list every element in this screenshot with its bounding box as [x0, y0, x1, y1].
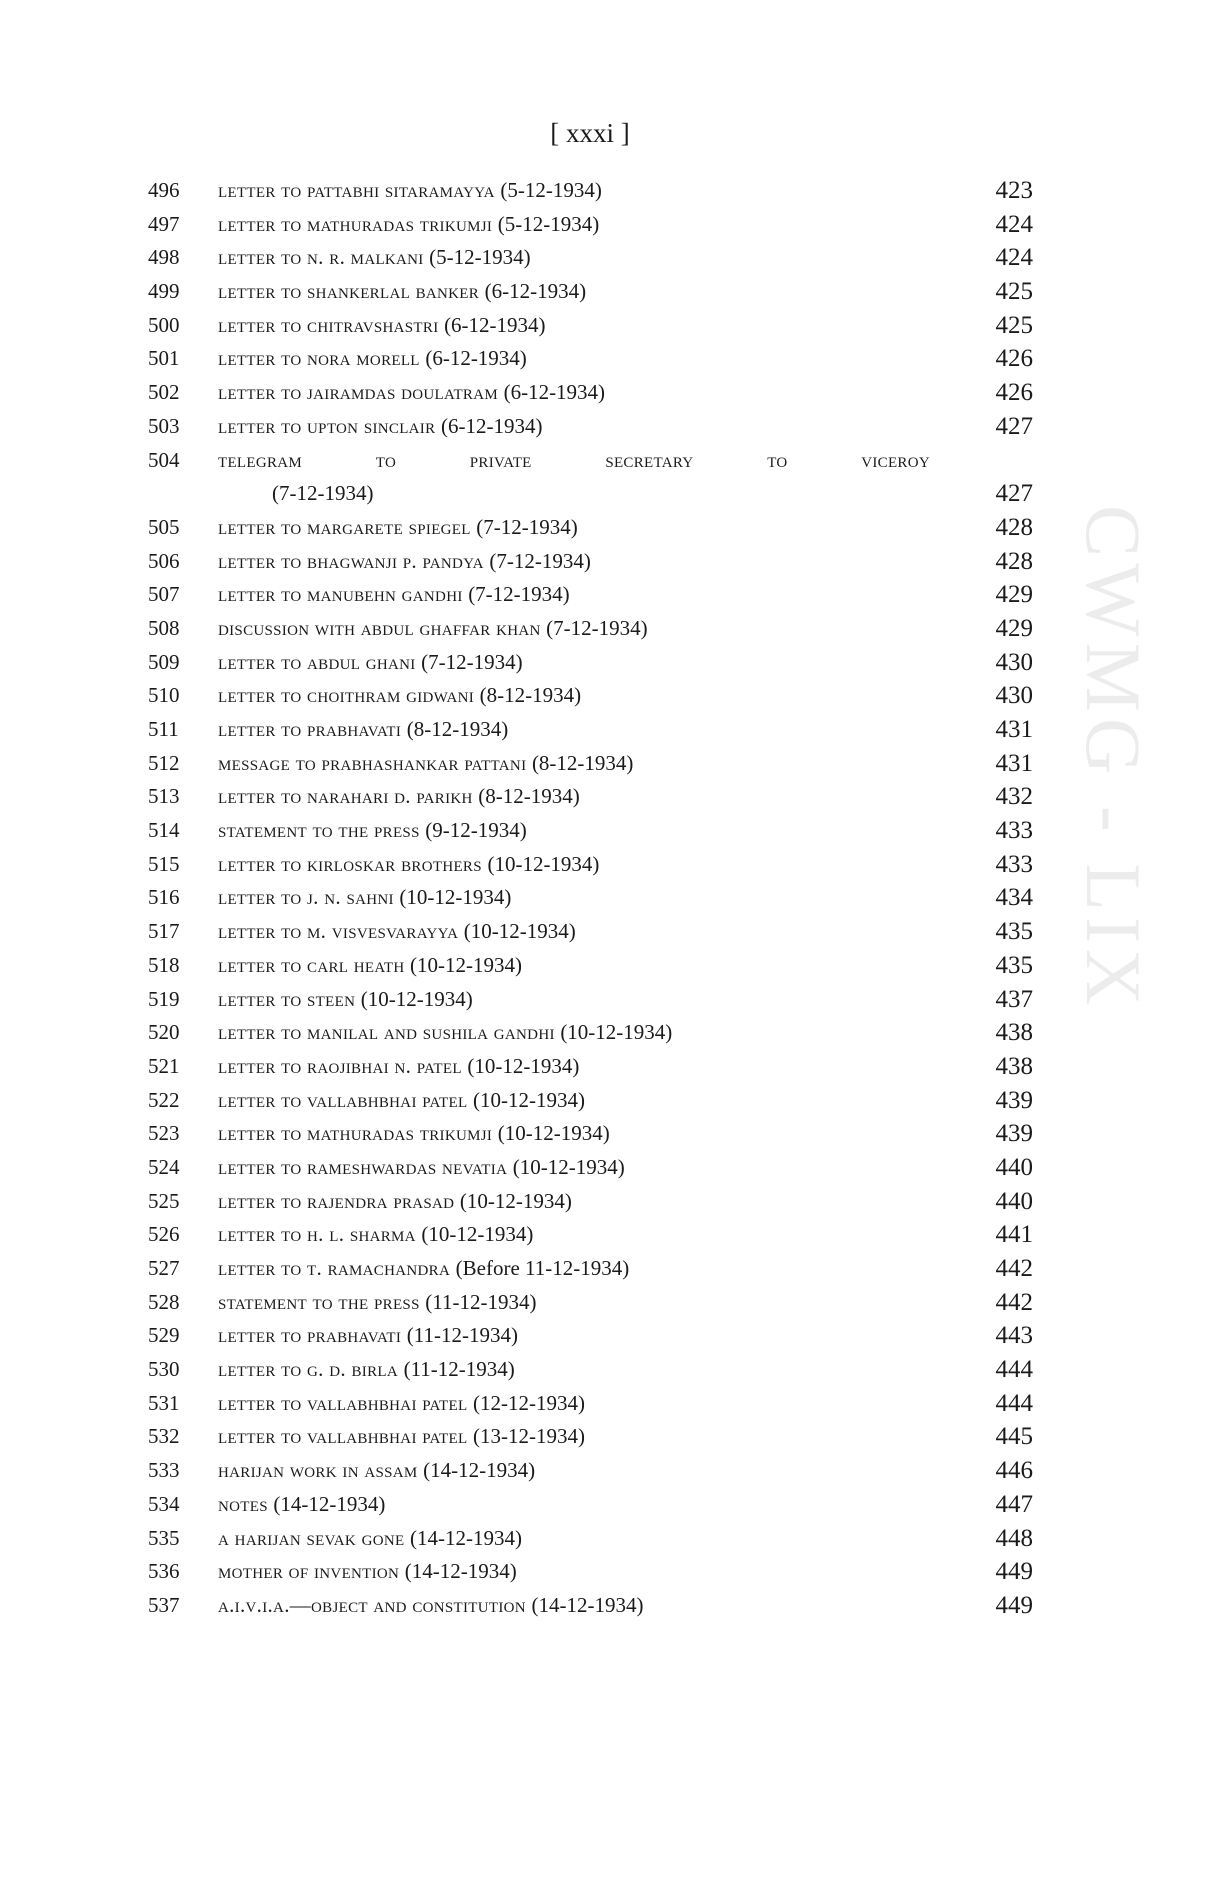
entry-date: (6-12-1934) — [503, 380, 606, 405]
entry-page: 426 — [995, 379, 1033, 407]
entry-title-line — [218, 208, 958, 242]
entry-date: (10-12-1934) — [512, 1154, 625, 1179]
entry-number: 510 — [148, 683, 180, 708]
entry-title-line — [218, 915, 958, 949]
toc-entry — [0, 444, 1229, 511]
toc-entry — [0, 1589, 1229, 1623]
toc-entry — [0, 376, 1229, 410]
entry-title-line — [218, 1050, 958, 1084]
entry-title-line — [218, 376, 958, 410]
entry-date: (6-12-1934) — [444, 312, 546, 337]
toc-entry — [0, 1420, 1229, 1454]
entry-number: 537 — [148, 1592, 180, 1617]
entry-number: 515 — [148, 851, 180, 876]
entry-number: 522 — [148, 1087, 180, 1112]
entry-date: (5-12-1934) — [429, 245, 531, 270]
entry-title-line — [218, 949, 958, 983]
entry-number: 531 — [148, 1390, 180, 1415]
toc-entry — [0, 1252, 1229, 1286]
entry-date: (10-12-1934) — [467, 1053, 580, 1078]
entry-date: (10-12-1934) — [410, 952, 523, 977]
entry-date: (8-12-1934) — [406, 717, 509, 742]
toc-entry — [0, 241, 1229, 275]
entry-number: 527 — [148, 1256, 180, 1281]
entry-title-line — [218, 612, 958, 646]
entry-page: 441 — [995, 1221, 1033, 1249]
entry-number: 534 — [148, 1491, 180, 1516]
entry-title-line — [218, 780, 958, 814]
toc-entry — [0, 814, 1229, 848]
entry-title-line — [218, 679, 958, 713]
entry-title-line — [218, 1319, 958, 1353]
entry-date: (14-12-1934) — [531, 1592, 644, 1617]
entry-number: 507 — [148, 582, 180, 607]
entry-page: 433 — [995, 850, 1033, 878]
entry-title-line — [218, 1016, 958, 1050]
entry-number: 497 — [148, 211, 180, 236]
toc-entry — [0, 1488, 1229, 1522]
toc-entry — [0, 1185, 1229, 1219]
entry-title: letter to raojibhai n. patel — [218, 1053, 462, 1078]
entry-title: letter to upton sinclair — [218, 413, 436, 438]
toc-entry — [0, 309, 1229, 343]
entry-title: a.i.v.i.a.—object and constitution — [218, 1592, 526, 1617]
entry-title-line — [218, 309, 958, 343]
toc-entry — [0, 1084, 1229, 1118]
entry-title: letter to t. ramachandra — [218, 1256, 451, 1281]
entry-title: letter to manilal and sushila gandhi — [218, 1020, 555, 1045]
entry-page: 438 — [995, 1019, 1033, 1047]
entry-number: 529 — [148, 1323, 180, 1348]
entry-date: (6-12-1934) — [484, 279, 587, 304]
entry-date: (14-12-1934) — [423, 1458, 536, 1483]
entry-title-line — [218, 646, 958, 680]
toc-entry — [0, 1218, 1229, 1252]
entry-number: 501 — [148, 346, 180, 371]
entry-title-line — [218, 578, 958, 612]
entry-title-line — [218, 1218, 958, 1252]
watermark-text: CWMG - LIX — [1070, 505, 1157, 1012]
entry-number: 508 — [148, 615, 180, 640]
entry-number: 505 — [148, 514, 180, 539]
entry-page: 444 — [995, 1356, 1033, 1384]
entry-title: letter to carl heath — [218, 952, 405, 977]
entry-number: 528 — [148, 1289, 180, 1314]
entry-date: (10-12-1934) — [487, 851, 600, 876]
entry-number: 526 — [148, 1222, 180, 1247]
entry-title: letter to h. l. sharma — [218, 1222, 416, 1247]
entry-date: (8-12-1934) — [478, 784, 580, 809]
entry-page: 437 — [995, 985, 1033, 1013]
entry-number: 514 — [148, 818, 180, 843]
entry-page: 435 — [995, 951, 1033, 979]
entry-title-line — [218, 342, 958, 376]
entry-date: (10-12-1934) — [560, 1020, 673, 1045]
entry-date: (9-12-1934) — [425, 818, 527, 843]
entry-title-line — [218, 1555, 958, 1589]
entry-title: letter to m. visvesvarayya — [218, 919, 459, 944]
toc-entry — [0, 915, 1229, 949]
entry-title-line — [218, 1488, 958, 1522]
entry-date: (6-12-1934) — [440, 413, 543, 438]
entry-title: letter to steen — [218, 986, 356, 1011]
entry-title: notes — [218, 1491, 268, 1516]
entry-number: 516 — [148, 885, 180, 910]
entry-title-line — [218, 1522, 958, 1556]
entry-title-line — [218, 1151, 958, 1185]
entry-title-line — [218, 814, 958, 848]
entry-page: 430 — [995, 648, 1033, 676]
entry-title-line — [218, 1286, 958, 1320]
toc-entry — [0, 511, 1229, 545]
entry-page: 449 — [995, 1591, 1033, 1619]
entry-page: 440 — [995, 1187, 1033, 1215]
entry-number: 519 — [148, 986, 180, 1011]
entry-date: (7-12-1934) — [476, 514, 578, 539]
entry-date: (7-12-1934) — [272, 481, 374, 506]
entry-title: letter to g. d. birla — [218, 1357, 399, 1382]
toc-entry — [0, 208, 1229, 242]
entry-date: (10-12-1934) — [459, 1188, 572, 1213]
entry-title-line — [218, 1420, 958, 1454]
entry-title: discussion with abdul ghaffar khan — [218, 615, 541, 640]
entry-page: 438 — [995, 1052, 1033, 1080]
entry-title-line — [218, 1387, 958, 1421]
entry-title-line — [218, 1185, 958, 1219]
entry-title: mother of invention — [218, 1559, 400, 1584]
entry-title: letter to margarete spiegel — [218, 514, 471, 539]
entry-number: 533 — [148, 1458, 180, 1483]
toc-entry — [0, 848, 1229, 882]
entry-title-line — [218, 983, 958, 1017]
entry-title-line — [218, 241, 958, 275]
entry-title: letter to rajendra prasad — [218, 1188, 455, 1213]
entry-number: 517 — [148, 919, 180, 944]
entry-date: (10-12-1934) — [497, 1121, 610, 1146]
entry-date: (10-12-1934) — [360, 986, 473, 1011]
toc-entry — [0, 679, 1229, 713]
entry-date: (5-12-1934) — [500, 178, 602, 202]
entry-page: 432 — [995, 783, 1033, 811]
toc-entry — [0, 174, 1229, 208]
entry-title: letter to manubehn gandhi — [218, 582, 463, 607]
toc-entry — [0, 747, 1229, 781]
toc-entry — [0, 545, 1229, 579]
entry-title: letter to prabhavati — [218, 1323, 402, 1348]
toc-entry — [0, 1353, 1229, 1387]
entry-number: 513 — [148, 784, 180, 809]
entry-date: (8-12-1934) — [531, 750, 634, 775]
entry-page: 442 — [995, 1255, 1033, 1283]
entry-page: 445 — [995, 1423, 1033, 1451]
entry-title: letter to vallabhbhai patel — [218, 1390, 468, 1415]
entry-page: 444 — [995, 1389, 1033, 1417]
entry-page: 423 — [995, 177, 1033, 204]
entry-title-line — [218, 511, 958, 545]
entry-number: 525 — [148, 1188, 180, 1213]
entry-date: (7-12-1934) — [489, 548, 591, 573]
entry-date: (11-12-1934) — [425, 1289, 537, 1314]
entry-page: 428 — [995, 513, 1033, 541]
toc-entry — [0, 1117, 1229, 1151]
entry-title-line — [218, 1454, 958, 1488]
entry-title: a harijan sevak gone — [218, 1525, 405, 1550]
entry-page: 440 — [995, 1153, 1033, 1181]
entry-date: (10-12-1934) — [399, 885, 512, 910]
entry-number: 511 — [148, 717, 179, 742]
entry-number: 504 — [148, 447, 180, 472]
toc-entry — [0, 983, 1229, 1017]
entry-number: 530 — [148, 1357, 180, 1382]
entry-date: (10-12-1934) — [472, 1087, 585, 1112]
entry-title-line — [218, 275, 958, 309]
entry-number: 500 — [148, 312, 180, 337]
entry-number: 518 — [148, 952, 180, 977]
entry-date: (6-12-1934) — [425, 346, 527, 371]
entry-date: (7-12-1934) — [421, 649, 523, 674]
toc-entry — [0, 646, 1229, 680]
toc-entry — [0, 881, 1229, 915]
entry-page: 426 — [995, 345, 1033, 373]
entry-title: letter to mathuradas trikumji — [218, 1121, 493, 1146]
entry-title: harijan work in assam — [218, 1458, 418, 1483]
entry-title: letter to prabhavati — [218, 717, 402, 742]
entry-title: letter to mathuradas trikumji — [218, 211, 493, 236]
entry-page: 434 — [995, 884, 1033, 912]
entry-date: (Before 11-12-1934) — [455, 1256, 630, 1281]
entry-number: 509 — [148, 649, 180, 674]
entry-number: 532 — [148, 1424, 180, 1449]
entry-title-line — [218, 881, 958, 915]
toc-entry — [0, 1050, 1229, 1084]
toc-entry — [0, 1454, 1229, 1488]
toc-entry — [0, 1387, 1229, 1421]
entry-page: 431 — [995, 716, 1033, 744]
page-number-header: [ xxxi ] — [550, 118, 630, 148]
entry-number: 523 — [148, 1121, 180, 1146]
entry-title-line — [218, 1117, 958, 1151]
entry-title-line — [218, 545, 958, 579]
entry-date: (11-12-1934) — [406, 1323, 518, 1348]
entry-number: 524 — [148, 1154, 180, 1179]
entry-date: (7-12-1934) — [546, 615, 648, 640]
toc-entry — [0, 713, 1229, 747]
entry-title: letter to n. r. malkani — [218, 245, 424, 270]
entry-title: letter to narahari d. parikh — [218, 784, 473, 809]
entry-title-line — [218, 848, 958, 882]
entry-page: 439 — [995, 1120, 1033, 1148]
entry-number: 535 — [148, 1525, 180, 1550]
entry-title-line — [218, 1252, 958, 1286]
entry-title: letter to vallabhbhai patel — [218, 1087, 468, 1112]
toc-entry — [0, 780, 1229, 814]
toc-entry — [0, 949, 1229, 983]
entry-title: letter to j. n. sahni — [218, 885, 394, 910]
entry-page: 427 — [995, 412, 1033, 440]
entry-page: 424 — [995, 210, 1033, 238]
toc-entry — [0, 1286, 1229, 1320]
toc-entry — [0, 275, 1229, 309]
entry-page: 428 — [995, 547, 1033, 575]
entry-title-line — [218, 1589, 958, 1623]
entry-date: (13-12-1934) — [472, 1424, 585, 1449]
entry-page: 429 — [995, 614, 1033, 642]
entry-number: 502 — [148, 380, 180, 405]
entry-title: letter to jairamdas doulatram — [218, 380, 499, 405]
entry-title: letter to chitravshastri — [218, 312, 439, 337]
entry-page: 425 — [995, 311, 1033, 339]
entry-title-line — [218, 713, 958, 747]
entry-page: 443 — [995, 1322, 1033, 1350]
entry-page: 435 — [995, 918, 1033, 946]
entry-page: 433 — [995, 817, 1033, 845]
entry-number: 498 — [148, 245, 180, 270]
toc-entry — [0, 1522, 1229, 1556]
entry-page: 425 — [995, 278, 1033, 306]
entry-title-line — [218, 410, 958, 444]
toc-entry — [0, 1555, 1229, 1589]
entry-title: letter to bhagwanji p. pandya — [218, 548, 484, 573]
toc-entry — [0, 1319, 1229, 1353]
entry-page: 431 — [995, 749, 1033, 777]
entry-title: letter to nora morell — [218, 346, 420, 371]
entry-title: message to prabhashankar pattani — [218, 750, 527, 775]
entry-date: (7-12-1934) — [468, 582, 570, 607]
entry-page: 446 — [995, 1457, 1033, 1485]
toc-entry — [0, 612, 1229, 646]
toc-entry — [0, 410, 1229, 444]
entry-title: letter to kirloskar brothers — [218, 851, 482, 876]
toc-entry — [0, 1016, 1229, 1050]
toc-entry — [0, 578, 1229, 612]
entry-page: 429 — [995, 581, 1033, 609]
entry-date: (10-12-1934) — [463, 919, 576, 944]
entry-page: 439 — [995, 1086, 1033, 1114]
entry-title: telegram to private secretary to viceroy — [218, 447, 930, 472]
entry-page: 448 — [995, 1524, 1033, 1552]
entry-date: (5-12-1934) — [497, 211, 600, 236]
entry-title-line — [218, 174, 958, 208]
entry-date: (8-12-1934) — [479, 683, 582, 708]
entry-page: 424 — [995, 244, 1033, 272]
entry-number: 520 — [148, 1020, 180, 1045]
entry-date: (12-12-1934) — [472, 1390, 585, 1415]
entry-title: letter to abdul ghani — [218, 649, 416, 674]
toc-entry — [0, 1151, 1229, 1185]
entry-page: 449 — [995, 1558, 1033, 1586]
entry-title: statement to the press — [218, 818, 420, 843]
entry-title-line — [218, 1353, 958, 1387]
entry-date: (14-12-1934) — [273, 1491, 386, 1516]
entry-date: (14-12-1934) — [410, 1525, 523, 1550]
entry-date: (10-12-1934) — [421, 1222, 534, 1247]
entry-number: 521 — [148, 1053, 180, 1078]
entry-page: 427 — [995, 480, 1033, 508]
entry-title: letter to choithram gidwani — [218, 683, 475, 708]
entry-title: letter to rameshwardas nevatia — [218, 1154, 508, 1179]
entry-number: 503 — [148, 413, 180, 438]
entry-title: letter to shankerlal banker — [218, 279, 480, 304]
entry-page: 430 — [995, 682, 1033, 710]
entry-title-line — [218, 747, 958, 781]
entry-title: letter to vallabhbhai patel — [218, 1424, 468, 1449]
entry-number: 536 — [148, 1559, 180, 1584]
table-of-contents — [0, 174, 1229, 1623]
entry-number: 506 — [148, 548, 180, 573]
entry-date: (11-12-1934) — [403, 1357, 515, 1382]
entry-title: letter to pattabhi sitaramayya — [218, 178, 495, 202]
entry-title-line — [218, 1084, 958, 1118]
entry-page: 447 — [995, 1490, 1033, 1518]
entry-page: 442 — [995, 1288, 1033, 1316]
entry-date: (14-12-1934) — [404, 1559, 517, 1584]
toc-entry — [0, 342, 1229, 376]
entry-number: 496 — [148, 178, 180, 202]
entry-number: 512 — [148, 750, 180, 775]
entry-title: statement to the press — [218, 1289, 420, 1314]
entry-number: 499 — [148, 279, 180, 304]
